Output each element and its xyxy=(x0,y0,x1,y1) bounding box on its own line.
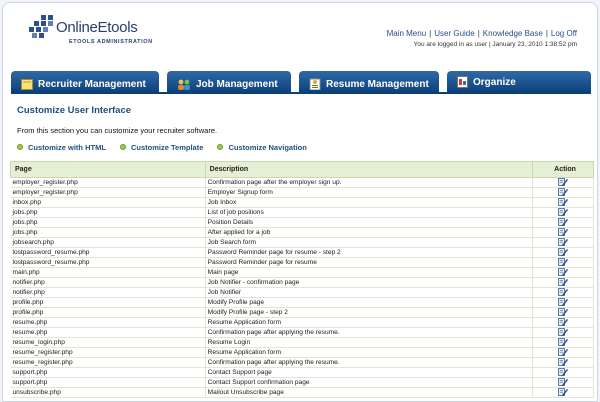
action-cell xyxy=(533,368,594,378)
tab-label: Resume Management xyxy=(326,79,429,90)
action-cell xyxy=(533,268,594,278)
page-cell: resume.php xyxy=(11,328,206,338)
table-row xyxy=(11,178,594,188)
table-row xyxy=(11,188,594,198)
table-row xyxy=(11,308,594,318)
edit-icon[interactable] xyxy=(558,328,568,336)
column-header-action: Action xyxy=(533,162,594,178)
description-cell: Modify Profile page - step 2 xyxy=(205,308,532,318)
page-cell: jobsearch.php xyxy=(11,238,206,248)
user-guide-link[interactable]: User Guide xyxy=(434,29,475,38)
table-row xyxy=(11,328,594,338)
table-row xyxy=(11,348,594,358)
table-row xyxy=(11,198,594,208)
page-cell: notifier.php xyxy=(11,278,206,288)
description-cell: Password Reminder page for resume xyxy=(205,258,532,268)
tab-recruiter-management[interactable] xyxy=(11,71,159,93)
column-header-page: Page xyxy=(11,162,206,178)
bullet-icon xyxy=(217,144,223,150)
action-cell xyxy=(533,178,594,188)
action-cell xyxy=(533,198,594,208)
description-cell: Resume Application form xyxy=(205,318,532,328)
description-cell: After applied for a job xyxy=(205,228,532,238)
table-row xyxy=(11,238,594,248)
edit-icon[interactable] xyxy=(558,238,568,246)
page-cell: unsubscribe.php xyxy=(11,388,206,398)
column-header-description: Description xyxy=(205,162,532,178)
edit-icon[interactable] xyxy=(558,318,568,326)
description-cell: Main page xyxy=(205,268,532,278)
page-intro: From this section you can customize your recruiter software. xyxy=(17,126,218,135)
edit-icon[interactable] xyxy=(558,228,568,236)
page-cell: employer_register.php xyxy=(11,188,206,198)
link-label: Customize Template xyxy=(131,143,204,152)
edit-icon[interactable] xyxy=(558,358,568,366)
description-cell: Job Inbox xyxy=(205,198,532,208)
table-body xyxy=(11,178,594,398)
page-cell: lostpassword_resume.php xyxy=(11,248,206,258)
table-row xyxy=(11,208,594,218)
top-nav xyxy=(387,29,577,38)
page-cell: resume_login.php xyxy=(11,338,206,348)
edit-icon[interactable] xyxy=(558,258,568,266)
bullet-icon xyxy=(17,144,23,150)
app-window xyxy=(2,2,598,402)
page-cell: inbox.php xyxy=(11,198,206,208)
description-cell: Position Details xyxy=(205,218,532,228)
edit-icon[interactable] xyxy=(558,298,568,306)
page-title: Customize User Interface xyxy=(17,105,132,116)
brand-logo[interactable] xyxy=(29,13,153,53)
action-cell xyxy=(533,298,594,308)
description-cell: Employer Signup form xyxy=(205,188,532,198)
table-row xyxy=(11,318,594,328)
page-cell: jobs.php xyxy=(11,208,206,218)
notepad-icon xyxy=(21,79,33,90)
edit-icon[interactable] xyxy=(558,198,568,206)
log-off-link[interactable]: Log Off xyxy=(550,29,577,38)
resume-icon xyxy=(309,77,321,90)
page-cell: resume_register.php xyxy=(11,358,206,368)
table-row xyxy=(11,338,594,348)
table-row xyxy=(11,248,594,258)
table-row xyxy=(11,368,594,378)
description-cell: Mailout Unsubscribe page xyxy=(205,388,532,398)
customize-links xyxy=(17,143,319,152)
action-cell xyxy=(533,378,594,388)
page-cell: lostpassword_resume.php xyxy=(11,258,206,268)
action-cell xyxy=(533,288,594,298)
description-cell: Job Notifier - confirmation page xyxy=(205,278,532,288)
action-cell xyxy=(533,188,594,198)
page-cell: resume_register.php xyxy=(11,348,206,358)
edit-icon[interactable] xyxy=(558,288,568,296)
action-cell xyxy=(533,218,594,228)
description-cell: Resume Login xyxy=(205,338,532,348)
description-cell: Job Notifier xyxy=(205,288,532,298)
edit-icon[interactable] xyxy=(558,338,568,346)
nav-separator: | xyxy=(545,29,548,38)
table-row xyxy=(11,288,594,298)
tab-organize[interactable] xyxy=(447,71,591,93)
link-label: Customize Navigation xyxy=(228,143,307,152)
table-row xyxy=(11,298,594,308)
action-cell xyxy=(533,248,594,258)
description-cell: Confirmation page after applying the resume. xyxy=(205,328,532,338)
page-cell: support.php xyxy=(11,378,206,388)
description-cell: List of job positions xyxy=(205,208,532,218)
knowledge-base-link[interactable]: Knowledge Base xyxy=(482,29,543,38)
table-row xyxy=(11,268,594,278)
description-cell: Resume Application form xyxy=(205,348,532,358)
logo-dots-icon xyxy=(29,15,57,43)
table-header-row xyxy=(11,162,594,178)
document-icon xyxy=(457,76,468,88)
table-row xyxy=(11,358,594,368)
tab-label: Job Management xyxy=(196,79,278,90)
description-cell: Contact Support confirmation page xyxy=(205,378,532,388)
edit-icon[interactable] xyxy=(558,308,568,316)
action-cell xyxy=(533,358,594,368)
nav-separator: | xyxy=(429,29,432,38)
edit-icon[interactable] xyxy=(558,368,568,376)
edit-icon[interactable] xyxy=(558,268,568,276)
action-cell xyxy=(533,318,594,328)
edit-icon[interactable] xyxy=(558,248,568,256)
tab-label: Organize xyxy=(473,76,516,88)
page-cell: resume.php xyxy=(11,318,206,328)
description-cell: Password Reminder page for resume - step 2 xyxy=(205,248,532,258)
action-cell xyxy=(533,388,594,398)
customize-navigation-link[interactable] xyxy=(217,143,306,152)
main-tabs xyxy=(11,71,591,93)
table-row xyxy=(11,278,594,288)
edit-icon[interactable] xyxy=(558,208,568,216)
brand-name: OnlineEtools xyxy=(56,19,138,36)
page-cell: jobs.php xyxy=(11,218,206,228)
action-cell xyxy=(533,238,594,248)
page-cell: employer_register.php xyxy=(11,178,206,188)
description-cell: Job Search form xyxy=(205,238,532,248)
page-cell: main.php xyxy=(11,268,206,278)
table-row xyxy=(11,228,594,238)
main-menu-link[interactable]: Main Menu xyxy=(386,29,427,38)
table-row xyxy=(11,378,594,388)
description-cell: Confirmation page after the employer sign up. xyxy=(205,178,532,188)
action-cell xyxy=(533,258,594,268)
link-label: Customize with HTML xyxy=(28,143,106,152)
edit-icon[interactable] xyxy=(558,378,568,386)
people-icon xyxy=(177,79,191,90)
tabbar-divider xyxy=(11,92,591,94)
edit-icon[interactable] xyxy=(558,388,568,396)
table-row xyxy=(11,258,594,268)
action-cell xyxy=(533,228,594,238)
action-cell xyxy=(533,278,594,288)
edit-icon[interactable] xyxy=(558,188,568,196)
edit-icon[interactable] xyxy=(558,178,568,186)
tab-label: Recruiter Management xyxy=(38,79,146,90)
customize-html-link[interactable] xyxy=(17,143,106,152)
tab-resume-management[interactable] xyxy=(299,71,439,93)
action-cell xyxy=(533,328,594,338)
brand-subtitle: ETOOLS ADMINISTRATION xyxy=(69,39,153,45)
customize-template-link[interactable] xyxy=(120,143,203,152)
pages-table xyxy=(10,161,594,398)
edit-icon[interactable] xyxy=(558,218,568,226)
edit-icon[interactable] xyxy=(558,278,568,286)
edit-icon[interactable] xyxy=(558,348,568,356)
table-row xyxy=(11,218,594,228)
description-cell: Confirmation page after applying the resume. xyxy=(205,358,532,368)
action-cell xyxy=(533,348,594,358)
bullet-icon xyxy=(120,144,126,150)
action-cell xyxy=(533,338,594,348)
page-cell: support.php xyxy=(11,368,206,378)
login-info: You are logged in as user | January 23, 2010 1:38:52 pm xyxy=(413,41,577,48)
page-cell: notifier.php xyxy=(11,288,206,298)
page-cell: profile.php xyxy=(11,308,206,318)
description-cell: Contact Support page xyxy=(205,368,532,378)
page-cell: profile.php xyxy=(11,298,206,308)
table-row xyxy=(11,388,594,398)
page-cell: jobs.php xyxy=(11,228,206,238)
description-cell: Modify Profile page xyxy=(205,298,532,308)
tab-job-management[interactable] xyxy=(167,71,291,93)
action-cell xyxy=(533,208,594,218)
action-cell xyxy=(533,308,594,318)
nav-separator: | xyxy=(477,29,480,38)
